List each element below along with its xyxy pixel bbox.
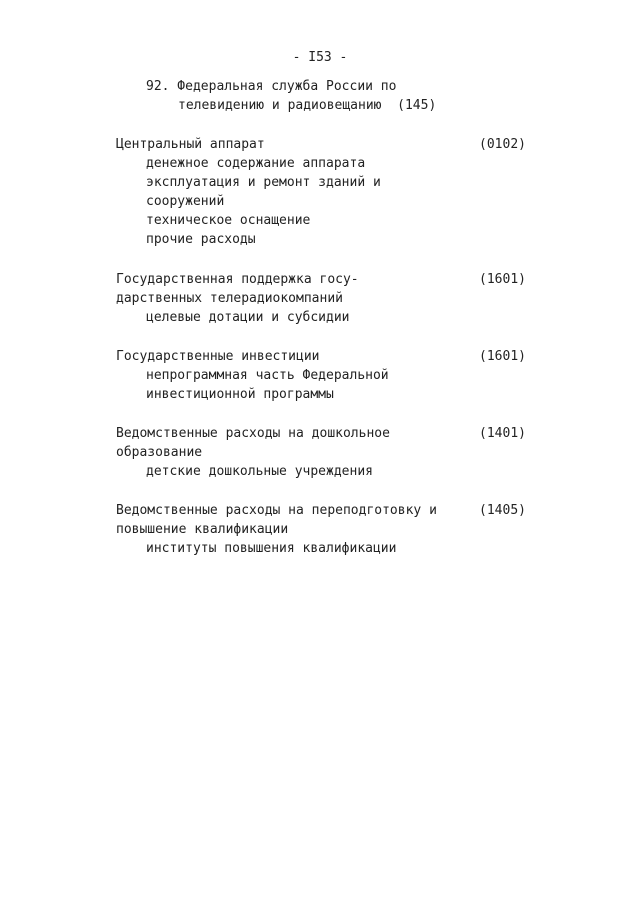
section-1-code: (0102)	[479, 137, 526, 152]
section-2-item: целевые дотации и субсидии	[146, 310, 350, 325]
section-3-item: непрограммная часть Федеральной	[146, 368, 389, 383]
section-4-title: образование	[116, 445, 203, 460]
section-2-title: Государственная поддержка госу-	[116, 272, 359, 287]
section-1-item: денежное содержание аппарата	[146, 156, 366, 171]
heading-line-2	[178, 96, 436, 115]
section-5-item: институты повышения квалификации	[146, 541, 397, 556]
section-5-title: повышение квалификации	[116, 522, 289, 537]
section-4-code: (1401)	[479, 426, 526, 441]
heading-code: (145)	[397, 98, 437, 113]
section-1-item: прочие расходы	[146, 232, 256, 247]
section-5-code: (1405)	[479, 503, 526, 518]
section-5-title: Ведомственные расходы на переподготовку и	[116, 503, 437, 518]
heading-line-1: 92. Федеральная служба России по	[146, 79, 397, 94]
section-2-title: дарственных телерадиокомпаний	[116, 291, 343, 306]
section-3-title: Государственные инвестиции	[116, 349, 320, 364]
section-4-title: Ведомственные расходы на дошкольное	[116, 426, 390, 441]
section-1-item: сооружений	[146, 194, 225, 209]
section-3-item: инвестиционной программы	[146, 387, 334, 402]
section-1-title: Центральный аппарат	[116, 137, 265, 152]
heading-text: телевидению и радиовещанию	[178, 98, 382, 113]
section-4-item: детские дошкольные учреждения	[146, 464, 373, 479]
section-1-item: эксплуатация и ремонт зданий и	[146, 175, 381, 190]
section-1-item: техническое оснащение	[146, 213, 311, 228]
section-3-code: (1601)	[479, 349, 526, 364]
page-number: - I53 -	[292, 50, 348, 65]
section-2-code: (1601)	[479, 272, 526, 287]
